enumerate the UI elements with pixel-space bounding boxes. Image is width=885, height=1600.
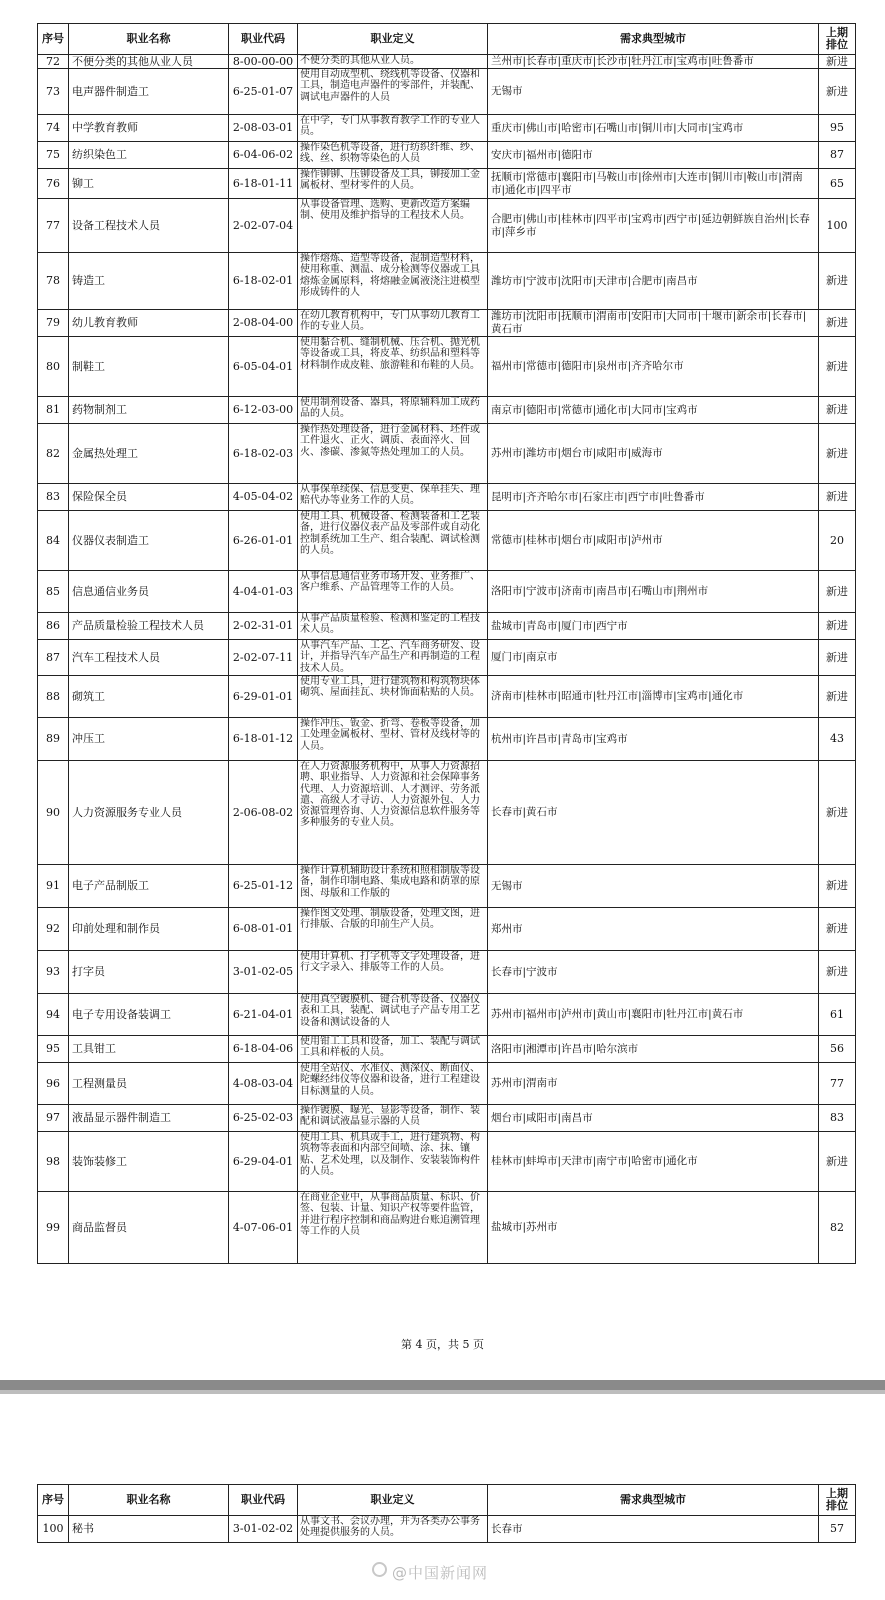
table-row — [38, 511, 856, 571]
header-definition: 职业定义 — [298, 1485, 488, 1516]
table-row — [38, 310, 856, 337]
seq-cell: 98 — [38, 1132, 69, 1192]
seq-cell: 93 — [38, 951, 69, 994]
code-cell: 2-02-31-01 — [229, 613, 298, 640]
cities-cell: 长春市|宁波市 — [488, 951, 819, 994]
seq-cell: 89 — [38, 718, 69, 761]
table-row — [38, 1036, 856, 1063]
name-cell: 电子专用设备装调工 — [69, 994, 229, 1036]
table-row — [38, 951, 856, 994]
name-cell: 产品质量检验工程技术人员 — [69, 613, 229, 640]
definition-cell: 在人力资源服务机构中，从事人力资源招聘、职业指导、人力资源和社会保障事务代理、人力资源培训、人才测评、劳务派遣、高级人才寻访、人力资源外包、人力资源管理咨询、人力资源信息软件服务等多种服务的专业人员。 — [298, 761, 488, 865]
seq-cell: 90 — [38, 761, 69, 865]
name-cell: 铸造工 — [69, 253, 229, 310]
name-cell: 保险保全员 — [69, 484, 229, 511]
code-cell: 6-18-01-12 — [229, 718, 298, 761]
name-cell: 冲压工 — [69, 718, 229, 761]
cities-cell: 济南市|桂林市|昭通市|牡丹江市|淄博市|宝鸡市|通化市 — [488, 676, 819, 718]
prev-rank-cell: 87 — [819, 142, 856, 169]
name-cell: 中学教育教师 — [69, 115, 229, 142]
cities-cell: 洛阳市|湘潭市|许昌市|哈尔滨市 — [488, 1036, 819, 1063]
occupation-table-page5 — [37, 1484, 856, 1543]
page-divider-shadow — [0, 1390, 885, 1394]
seq-cell: 81 — [38, 397, 69, 424]
name-cell: 电声器件制造工 — [69, 69, 229, 115]
definition-cell: 在商业企业中，从事商品质量、标识、价签、包装、计量、知识产权等要件监管，并进行程序控制和商品购进台账追溯管理等工作的人员 — [298, 1192, 488, 1264]
definition-cell: 使用全站仪、水准仪、测深仪、断面仪、陀螺经纬仪等仪器和设备，进行工程建设目标测量的人员。 — [298, 1063, 488, 1105]
seq-cell: 74 — [38, 115, 69, 142]
seq-cell: 80 — [38, 337, 69, 397]
page-divider — [0, 1380, 885, 1390]
header-name: 职业名称 — [69, 1485, 229, 1516]
prev-rank-cell: 77 — [819, 1063, 856, 1105]
prev-rank-cell: 新进 — [819, 253, 856, 310]
table-row — [38, 142, 856, 169]
seq-cell: 82 — [38, 424, 69, 484]
table-row — [38, 676, 856, 718]
code-cell: 4-04-01-03 — [229, 571, 298, 613]
occupation-table — [37, 23, 856, 1264]
table-row — [38, 571, 856, 613]
table-row — [38, 1132, 856, 1192]
table-row — [38, 865, 856, 908]
definition-cell: 使用工具、机具或手工，进行建筑物、构筑物等表面和内部空间喷、涂、抹、镶贴、艺术处理，以及制作、安装装饰构件的人员。 — [298, 1132, 488, 1192]
table-header-row — [38, 24, 856, 55]
seq-cell: 79 — [38, 310, 69, 337]
cities-cell: 常德市|桂林市|烟台市|咸阳市|泸州市 — [488, 511, 819, 571]
header-seq: 序号 — [38, 1485, 69, 1516]
cities-cell: 盐城市|苏州市 — [488, 1192, 819, 1264]
cities-cell: 盐城市|青岛市|厦门市|西宁市 — [488, 613, 819, 640]
prev-rank-cell: 43 — [819, 718, 856, 761]
table-row — [38, 1516, 856, 1543]
prev-rank-cell: 新进 — [819, 761, 856, 865]
cities-cell: 重庆市|佛山市|哈密市|石嘴山市|铜川市|大同市|宝鸡市 — [488, 115, 819, 142]
seq-cell: 83 — [38, 484, 69, 511]
name-cell: 工程测量员 — [69, 1063, 229, 1105]
definition-cell: 从事信息通信业务市场开发、业务推广、客户维系、产品管理等工作的人员。 — [298, 571, 488, 613]
seq-cell: 88 — [38, 676, 69, 718]
name-cell: 信息通信业务员 — [69, 571, 229, 613]
seq-cell: 84 — [38, 511, 69, 571]
cities-cell: 无锡市 — [488, 865, 819, 908]
definition-cell: 从事汽车产品、工艺、汽车商务研发、设计，并指导汽车产品生产和再制造的工程技术人员。 — [298, 640, 488, 676]
table-row — [38, 115, 856, 142]
prev-rank-cell: 新进 — [819, 640, 856, 676]
prev-rank-cell: 新进 — [819, 310, 856, 337]
header-seq: 序号 — [38, 24, 69, 55]
header-prev-rank: 上期排位 — [819, 24, 856, 55]
table-row — [38, 640, 856, 676]
table-row — [38, 908, 856, 951]
definition-cell: 操作镀膜、曝光、显影等设备，制作、装配和调试液晶显示器的人员 — [298, 1105, 488, 1132]
code-cell: 2-08-04-00 — [229, 310, 298, 337]
cities-cell: 潍坊市|沈阳市|抚顺市|渭南市|安阳市|大同市|十堰市|新余市|长春市|黄石市 — [488, 310, 819, 337]
seq-cell: 100 — [38, 1516, 69, 1543]
prev-rank-cell: 新进 — [819, 397, 856, 424]
definition-cell: 使用钳工工具和设备，加工、装配与调试工具和样板的人员。 — [298, 1036, 488, 1063]
seq-cell: 86 — [38, 613, 69, 640]
seq-cell: 92 — [38, 908, 69, 951]
cities-cell: 郑州市 — [488, 908, 819, 951]
table-row — [38, 337, 856, 397]
definition-cell: 从事产品质量检验、检测和鉴定的工程技术人员。 — [298, 613, 488, 640]
header-cities: 需求典型城市 — [488, 1485, 819, 1516]
cities-cell: 烟台市|咸阳市|南昌市 — [488, 1105, 819, 1132]
prev-rank-cell: 新进 — [819, 337, 856, 397]
page-number: 第 4 页，共 5 页 — [401, 1338, 484, 1351]
cities-cell: 洛阳市|宁波市|济南市|南昌市|石嘴山市|荆州市 — [488, 571, 819, 613]
code-cell: 4-07-06-01 — [229, 1192, 298, 1264]
header-prev-rank: 上期排位 — [819, 1485, 856, 1516]
prev-rank-cell: 新进 — [819, 55, 856, 69]
name-cell: 商品监督员 — [69, 1192, 229, 1264]
seq-cell: 77 — [38, 199, 69, 253]
name-cell: 仪器仪表制造工 — [69, 511, 229, 571]
table-row — [38, 424, 856, 484]
prev-rank-cell: 65 — [819, 169, 856, 199]
definition-cell: 操作冲压、钣金、折弯、卷板等设备，加工处理金属板材、型材、管材及线材等的人员。 — [298, 718, 488, 761]
table-row — [38, 1105, 856, 1132]
cities-cell: 苏州市|潍坊市|烟台市|咸阳市|威海市 — [488, 424, 819, 484]
prev-rank-cell: 100 — [819, 199, 856, 253]
seq-cell: 96 — [38, 1063, 69, 1105]
table-row — [38, 484, 856, 511]
cities-cell: 长春市|黄石市 — [488, 761, 819, 865]
table-row — [38, 994, 856, 1036]
seq-cell: 95 — [38, 1036, 69, 1063]
table-row — [38, 1192, 856, 1264]
cities-cell: 桂林市|蚌埠市|天津市|南宁市|哈密市|通化市 — [488, 1132, 819, 1192]
code-cell: 3-01-02-05 — [229, 951, 298, 994]
code-cell: 6-04-06-02 — [229, 142, 298, 169]
prev-rank-cell: 新进 — [819, 1132, 856, 1192]
name-cell: 装饰装修工 — [69, 1132, 229, 1192]
code-cell: 2-02-07-11 — [229, 640, 298, 676]
code-cell: 6-08-01-01 — [229, 908, 298, 951]
seq-cell: 91 — [38, 865, 69, 908]
cities-cell: 福州市|常德市|德阳市|泉州市|齐齐哈尔市 — [488, 337, 819, 397]
seq-cell: 87 — [38, 640, 69, 676]
code-cell: 2-06-08-02 — [229, 761, 298, 865]
name-cell: 人力资源服务专业人员 — [69, 761, 229, 865]
prev-rank-cell: 61 — [819, 994, 856, 1036]
definition-cell: 从事保单续保、信息变更、保单挂失、理赔代办等业务工作的人员。 — [298, 484, 488, 511]
prev-rank-cell: 83 — [819, 1105, 856, 1132]
prev-rank-cell: 新进 — [819, 676, 856, 718]
code-cell: 6-25-01-12 — [229, 865, 298, 908]
definition-cell: 操作计算机辅助设计系统和照相制版等设备，制作印制电路、集成电路和荫罩的原图、母版和工作版的 — [298, 865, 488, 908]
cities-cell: 合肥市|佛山市|桂林市|四平市|宝鸡市|西宁市|延边朝鲜族自治州|长春市|萍乡市 — [488, 199, 819, 253]
seq-cell: 94 — [38, 994, 69, 1036]
prev-rank-cell: 新进 — [819, 571, 856, 613]
seq-cell: 72 — [38, 55, 69, 69]
table-row — [38, 199, 856, 253]
code-cell: 6-25-01-07 — [229, 69, 298, 115]
header-cities: 需求典型城市 — [488, 24, 819, 55]
seq-cell: 73 — [38, 69, 69, 115]
prev-rank-cell: 新进 — [819, 69, 856, 115]
prev-rank-cell: 新进 — [819, 908, 856, 951]
code-cell: 4-08-03-04 — [229, 1063, 298, 1105]
seq-cell: 78 — [38, 253, 69, 310]
cities-cell: 苏州市|渭南市 — [488, 1063, 819, 1105]
code-cell: 6-18-02-01 — [229, 253, 298, 310]
definition-cell: 在幼儿教育机构中，专门从事幼儿教育工作的专业人员。 — [298, 310, 488, 337]
definition-cell: 从事文书、会议办理，并为各类办公事务处理提供服务的人员。 — [298, 1516, 488, 1543]
name-cell: 工具钳工 — [69, 1036, 229, 1063]
name-cell: 设备工程技术人员 — [69, 199, 229, 253]
code-cell: 8-00-00-00 — [229, 55, 298, 69]
seq-cell: 85 — [38, 571, 69, 613]
table-row — [38, 169, 856, 199]
name-cell: 砌筑工 — [69, 676, 229, 718]
cities-cell: 长春市 — [488, 1516, 819, 1543]
prev-rank-cell: 新进 — [819, 424, 856, 484]
definition-cell: 使用计算机、打字机等文字处理设备，进行文字录入、排版等工作的人员。 — [298, 951, 488, 994]
name-cell: 制鞋工 — [69, 337, 229, 397]
prev-rank-cell: 新进 — [819, 865, 856, 908]
code-cell: 6-05-04-01 — [229, 337, 298, 397]
prev-rank-cell: 20 — [819, 511, 856, 571]
code-cell: 6-29-04-01 — [229, 1132, 298, 1192]
definition-cell: 操作热处理设备，进行金属材料、坯件或工件退火、正火、调质、表面淬火、回火、渗碳、渗氮等热处理加工的人员。 — [298, 424, 488, 484]
name-cell: 金属热处理工 — [69, 424, 229, 484]
code-cell: 2-02-07-04 — [229, 199, 298, 253]
definition-cell: 不便分类的其他从业人员。 — [298, 55, 488, 69]
definition-cell: 操作图文处理、制版设备，处理文图，进行排版、合版的印前生产人员。 — [298, 908, 488, 951]
name-cell: 汽车工程技术人员 — [69, 640, 229, 676]
cities-cell: 杭州市|许昌市|青岛市|宝鸡市 — [488, 718, 819, 761]
watermark: @中国新闻网 — [392, 1564, 489, 1582]
code-cell: 6-18-04-06 — [229, 1036, 298, 1063]
cities-cell: 厦门市|南京市 — [488, 640, 819, 676]
definition-cell: 使用自动成型机、绕线机等设备、仪器和工具，制造电声器件的零部件，并装配、调试电声器件的人员 — [298, 69, 488, 115]
cities-cell: 安庆市|福州市|德阳市 — [488, 142, 819, 169]
header-name: 职业名称 — [69, 24, 229, 55]
table-header-row — [38, 1485, 856, 1516]
name-cell: 幼儿教育教师 — [69, 310, 229, 337]
code-cell: 6-29-01-01 — [229, 676, 298, 718]
definition-cell: 操作染色机等设备，进行纺织纤维、纱、线、丝、织物等染色的人员 — [298, 142, 488, 169]
header-code: 职业代码 — [229, 1485, 298, 1516]
prev-rank-cell: 57 — [819, 1516, 856, 1543]
name-cell: 电子产品制版工 — [69, 865, 229, 908]
definition-cell: 操作铆铆、压铆设备及工具，铆接加工金属板材、型材零件的人员。 — [298, 169, 488, 199]
cities-cell: 苏州市|福州市|泸州市|黄山市|襄阳市|牡丹江市|黄石市 — [488, 994, 819, 1036]
code-cell: 2-08-03-01 — [229, 115, 298, 142]
name-cell: 打字员 — [69, 951, 229, 994]
weibo-logo-icon — [372, 1562, 387, 1577]
code-cell: 4-05-04-02 — [229, 484, 298, 511]
table-row — [38, 718, 856, 761]
name-cell: 印前处理和制作员 — [69, 908, 229, 951]
code-cell: 6-18-02-03 — [229, 424, 298, 484]
cities-cell: 兰州市|长春市|重庆市|长沙市|牡丹江市|宝鸡市|吐鲁番市 — [488, 55, 819, 69]
definition-cell: 使用黏合机、缝制机械、压合机、抛光机等设备或工具，将皮革、纺织品和塑料等材料制作成皮鞋、旅游鞋和布鞋的人员。 — [298, 337, 488, 397]
name-cell: 铆工 — [69, 169, 229, 199]
prev-rank-cell: 95 — [819, 115, 856, 142]
definition-cell: 在中学，专门从事教育教学工作的专业人员。 — [298, 115, 488, 142]
prev-rank-cell: 82 — [819, 1192, 856, 1264]
prev-rank-cell: 新进 — [819, 613, 856, 640]
definition-cell: 从事设备管理、选购、更新改造方案编制、使用及维护指导的工程技术人员。 — [298, 199, 488, 253]
name-cell: 不便分类的其他从业人员 — [69, 55, 229, 69]
cities-cell: 抚顺市|常德市|襄阳市|马鞍山市|徐州市|大连市|铜川市|鞍山市|渭南市|通化市|四平市 — [488, 169, 819, 199]
name-cell: 秘书 — [69, 1516, 229, 1543]
seq-cell: 76 — [38, 169, 69, 199]
name-cell: 药物制剂工 — [69, 397, 229, 424]
table-row — [38, 397, 856, 424]
prev-rank-cell: 新进 — [819, 484, 856, 511]
definition-cell: 使用制剂设备、器具，将原辅料加工成药品的人员。 — [298, 397, 488, 424]
code-cell: 3-01-02-02 — [229, 1516, 298, 1543]
code-cell: 6-18-01-11 — [229, 169, 298, 199]
table-row — [38, 253, 856, 310]
definition-cell: 使用工具、机械设备、检测装备和工艺装备，进行仪器仪表产品及零部件或自动化控制系统加工生产、组合装配、调试检测的人员。 — [298, 511, 488, 571]
prev-rank-cell: 新进 — [819, 951, 856, 994]
seq-cell: 75 — [38, 142, 69, 169]
definition-cell: 使用专业工具，进行建筑物和构筑物块体砌筑、屋面挂瓦、块材饰面粘贴的人员。 — [298, 676, 488, 718]
cities-cell: 南京市|德阳市|常德市|通化市|大同市|宝鸡市 — [488, 397, 819, 424]
name-cell: 液晶显示器件制造工 — [69, 1105, 229, 1132]
seq-cell: 97 — [38, 1105, 69, 1132]
table-row — [38, 761, 856, 865]
name-cell: 纺织染色工 — [69, 142, 229, 169]
code-cell: 6-26-01-01 — [229, 511, 298, 571]
table-row — [38, 1063, 856, 1105]
definition-cell: 使用真空镀膜机、键合机等设备、仪器仪表和工具，装配、调试电子产品专用工艺设备和测试设备的人 — [298, 994, 488, 1036]
header-code: 职业代码 — [229, 24, 298, 55]
definition-cell: 操作熔炼、造型等设备，混制造型材料，使用称重、测温、成分检测等仪器或工具熔炼金属原料，将熔融金属液浇注进模型形成铸件的人 — [298, 253, 488, 310]
seq-cell: 99 — [38, 1192, 69, 1264]
table-row — [38, 55, 856, 69]
cities-cell: 潍坊市|宁波市|沈阳市|天津市|合肥市|南昌市 — [488, 253, 819, 310]
code-cell: 6-21-04-01 — [229, 994, 298, 1036]
table-row — [38, 613, 856, 640]
header-definition: 职业定义 — [298, 24, 488, 55]
cities-cell: 昆明市|齐齐哈尔市|石家庄市|西宁市|吐鲁番市 — [488, 484, 819, 511]
cities-cell: 无锡市 — [488, 69, 819, 115]
prev-rank-cell: 56 — [819, 1036, 856, 1063]
table-row — [38, 69, 856, 115]
code-cell: 6-12-03-00 — [229, 397, 298, 424]
code-cell: 6-25-02-03 — [229, 1105, 298, 1132]
